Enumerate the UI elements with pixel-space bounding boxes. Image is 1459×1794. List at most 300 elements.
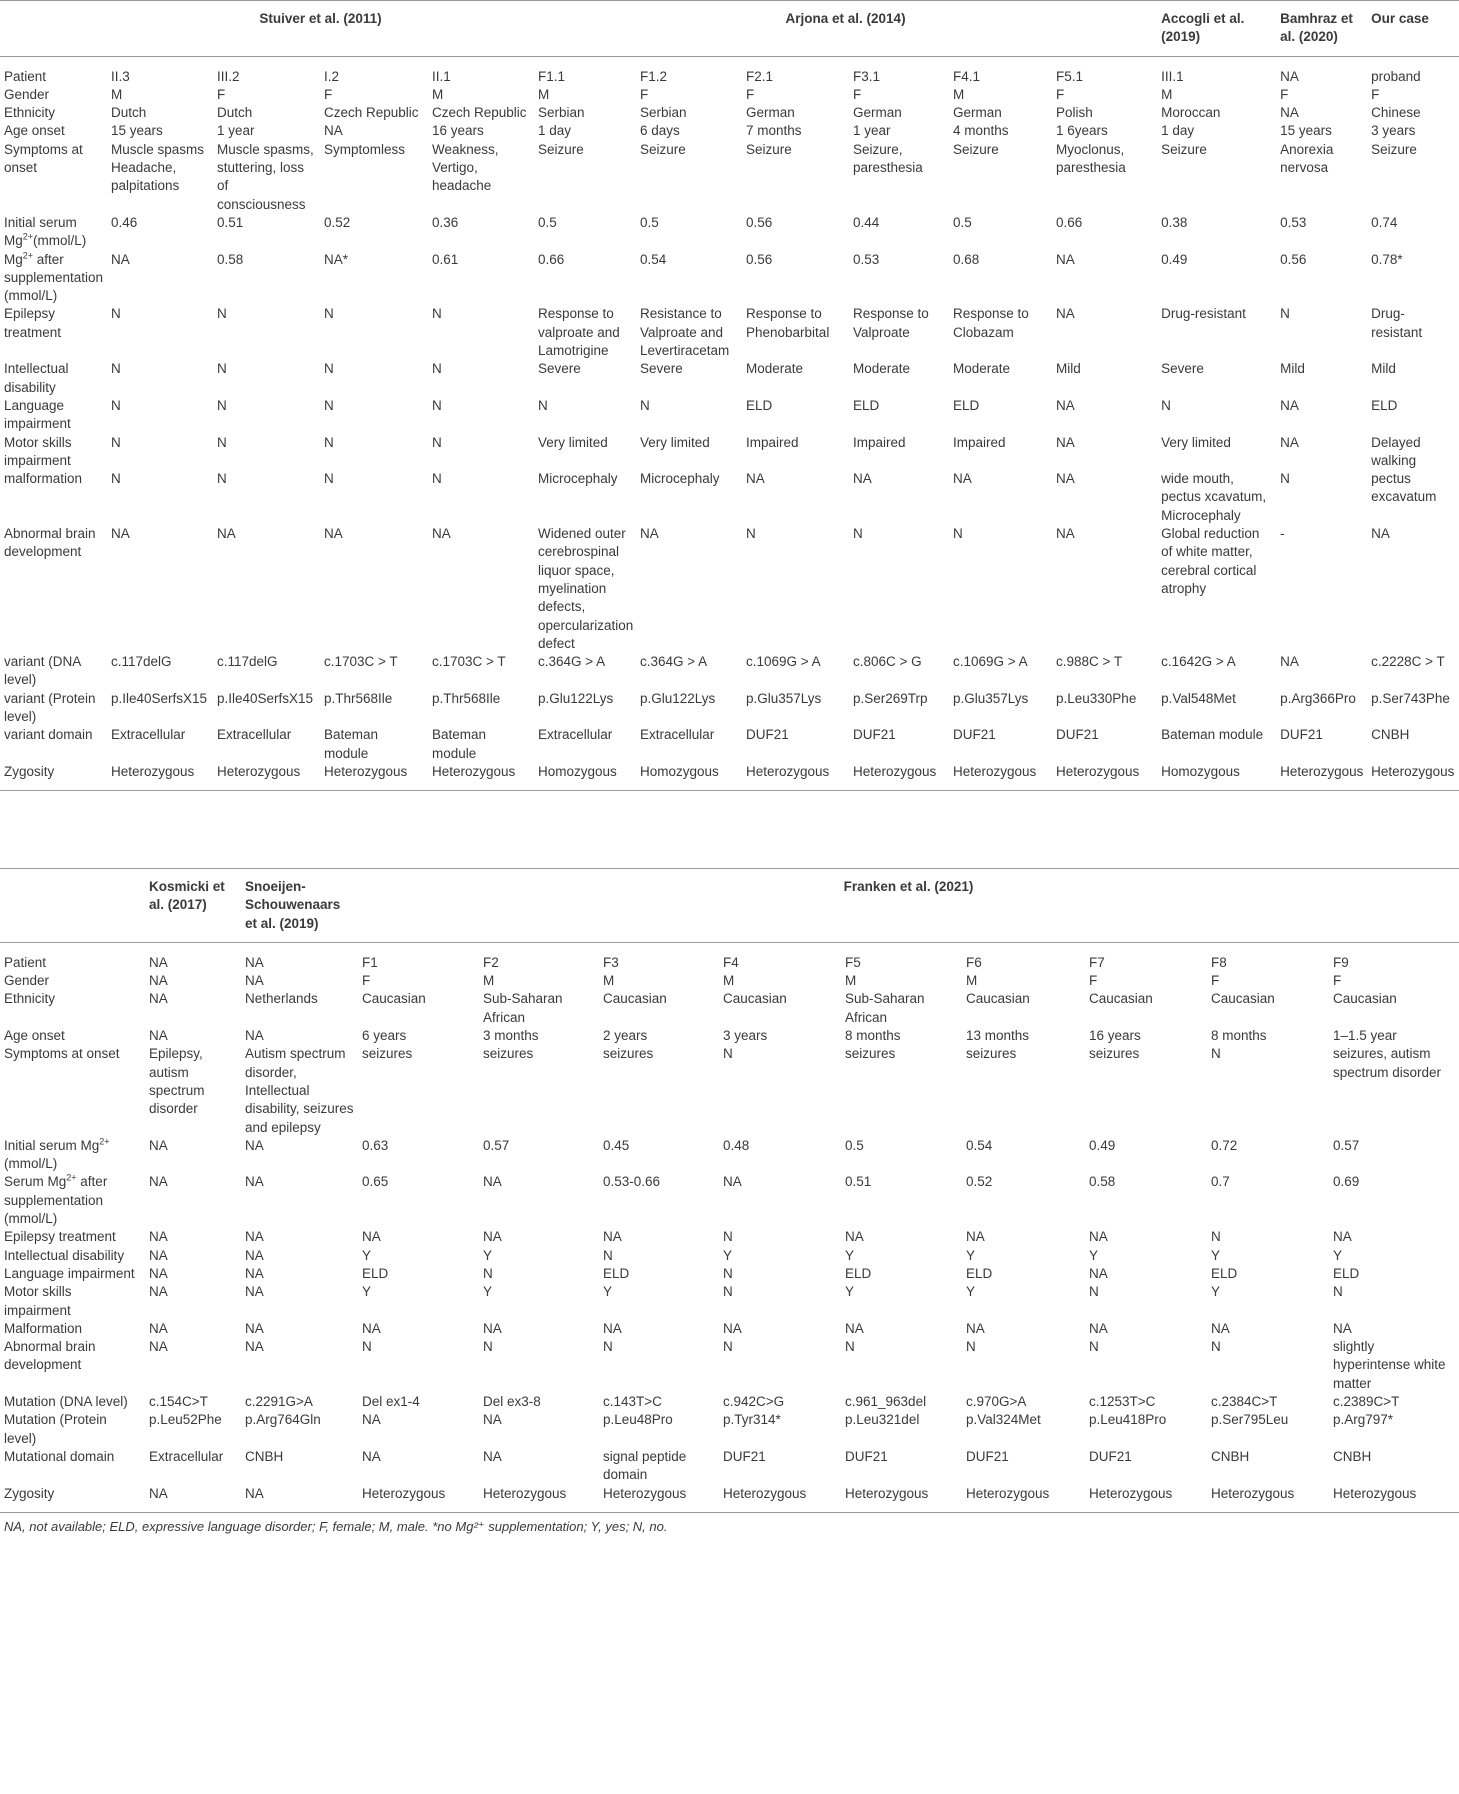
table-cell: c.364G > A [640,654,708,670]
table-cell: NA [149,1028,168,1044]
table-cell: NA [1280,397,1299,413]
table-cell: Czech Republic [324,105,419,121]
table-cell: N [1161,397,1171,413]
table-cell: seizures [362,1046,413,1062]
table-cell: NA [149,1320,168,1336]
table-cell: CNBH [1211,1448,1250,1464]
table-cell: F1.2 [640,68,668,84]
table-cell: ELD [1211,1265,1238,1281]
table-cell: Dutch [111,105,147,121]
table-cell: F4 [723,954,739,970]
table-cell: Seizure [953,141,999,157]
table-cell: 0.54 [640,251,667,267]
row-label: Age onset [4,123,65,139]
table-cell: Y [603,1284,613,1300]
table-cell: c.988C > T [1056,654,1123,670]
table-cell: NA [953,471,972,487]
table-cell: F3.1 [853,68,881,84]
table-cell: NA [149,1174,168,1190]
row-label: malformation [4,471,83,487]
table-cell: Microcephaly [538,471,618,487]
table-cell: F [1280,86,1289,102]
table-cell: Impaired [853,434,906,450]
row-label: Epilepsy treatment [4,306,62,340]
row-label: Patient [4,954,47,970]
table-cell: 0.54 [966,1137,993,1153]
table-cell: p.Arg797* [1333,1412,1394,1428]
table-cell: N [746,526,756,542]
table-cell: seizures [966,1046,1017,1062]
table-cell: Heterozygous [962,1485,1085,1513]
table-cell: NA [1371,526,1390,542]
table-cell: 0.72 [1211,1137,1238,1153]
table-cell: NA [362,1448,381,1464]
table-cell: Bateman module [1161,727,1264,743]
table-cell: signal peptide domain [603,1448,687,1483]
table-cell: Caucasian [603,991,667,1007]
table-cell: 7 months [746,123,802,139]
table-1-group-accogli-et-al-2019: Accogli et al. (2019) [1161,11,1245,45]
table-cell: Global reduction of white matter, cerebral cortical atrophy [1161,526,1260,596]
table-cell: Heterozygous [320,763,428,791]
table-cell: Heterozygous [479,1485,599,1513]
table-cell: p.Leu321del [845,1412,920,1428]
table-cell: 0.5 [953,214,972,230]
table-cell: N [217,471,227,487]
table-cell: F [1089,973,1098,989]
table-cell: NA [111,251,130,267]
table-cell: NA [1089,1320,1108,1336]
table-cell: NA [362,1320,381,1336]
row-label: Intellectual disability [4,361,69,395]
table-cell: Serbian [640,105,687,121]
table-cell: Chinese [1371,105,1421,121]
table-cell: Mild [1056,361,1081,377]
table-cell: Heterozygous [1367,763,1459,791]
table-cell: N [640,397,650,413]
table-cell: Resistance to Valproate and Levertiracetam [640,306,730,359]
table-cell: Very limited [1161,434,1231,450]
table-cell: DUF21 [1280,727,1323,743]
table-cell: Netherlands [245,991,318,1007]
table-cell: NA [483,1320,502,1336]
table-1-row-ethnicity [0,104,1459,122]
table-cell: Czech Republic [432,105,527,121]
table-cell: DUF21 [966,1448,1009,1464]
table-cell: seizures [845,1046,896,1062]
table-cell: Homozygous [1157,763,1276,791]
table-cell: ELD [1333,1265,1360,1281]
table-cell: p.Leu48Pro [603,1412,673,1428]
table-cell: N [1280,471,1290,487]
table-cell: ELD [853,397,880,413]
row-label: Language impairment [4,1265,135,1281]
table-1-row-epilepsy-treatment [0,305,1459,360]
table-cell: N [538,397,548,413]
table-cell: N [603,1339,613,1355]
table-cell: German [746,105,795,121]
table-1-row-variant-dna-level [0,653,1459,690]
table-cell: N [1089,1284,1099,1300]
table-1-row-initial-serum-mg2-mmol-l [0,214,1459,251]
table-cell: N [432,397,442,413]
table-cell: NA [149,991,168,1007]
table-cell: slightly hyperintense white matter [1333,1339,1446,1391]
table-cell: NA [245,1229,264,1245]
row-label: Symptoms at onset [4,1046,120,1062]
table-cell: N [432,361,442,377]
row-label: Mutational domain [4,1448,115,1464]
table-cell: ELD [845,1265,872,1281]
table-cell: NA [1056,251,1075,267]
table-cell: 0.51 [217,214,244,230]
table-cell: p.Ile40SerfsX15 [217,690,314,706]
table-cell: N [1211,1046,1221,1062]
table-cell: Response to valproate and Lamotrigine [538,306,620,359]
table-cell: F [1056,86,1065,102]
table-cell: Extracellular [538,727,613,743]
table-cell: p.Leu418Pro [1089,1412,1167,1428]
table-cell: Heterozygous [841,1485,962,1513]
table-cell: 0.52 [966,1174,993,1190]
table-cell: CNBH [1333,1448,1372,1464]
table-cell: N [324,361,334,377]
table-cell: 6 days [640,123,680,139]
table-cell: Response to Clobazam [953,306,1029,340]
table-1-group-arjona-et-al-2014: Arjona et al. (2014) [785,11,906,26]
table-cell: N [324,306,334,322]
table-cell: 0.48 [723,1137,750,1153]
table-cell: seizures, autism spectrum disorder [1333,1046,1442,1080]
table-cell: 16 years [432,123,484,139]
table-2 [0,868,1459,1513]
table-cell: II.1 [432,68,451,84]
table-1-row-age-onset [0,122,1459,140]
row-label: Ethnicity [4,991,56,1007]
row-label: Mutation (DNA level) [4,1394,128,1410]
table-cell: German [853,105,902,121]
table-2-row-malformation [0,1320,1459,1338]
table-cell: ELD [362,1265,389,1281]
table-2-row-symptoms-at-onset [0,1045,1459,1136]
table-cell: Extracellular [149,1448,224,1464]
table-cell: p.Arg764Gln [245,1412,321,1428]
table-cell: 0.63 [362,1137,389,1153]
table-2-row-mutation-dna-level [0,1393,1459,1411]
table-cell: 13 months [966,1028,1030,1044]
table-cell: F3 [603,954,619,970]
table-cell: 0.58 [217,251,244,267]
table-cell: NA [245,954,264,970]
table-cell: Anorexia nervosa [1280,141,1334,176]
table-cell: Y [1211,1284,1221,1300]
table-cell: Caucasian [1333,991,1397,1007]
table-cell: Heterozygous [949,763,1052,791]
table-cell: F1.1 [538,68,566,84]
row-label: Patient [4,68,47,84]
table-cell: Bateman module [324,727,379,761]
table-cell: 0.57 [483,1137,510,1153]
table-cell: 0.45 [603,1137,630,1153]
table-cell: M [966,973,978,989]
table-cell: Seizure [1161,141,1207,157]
table-1-row-patient [0,56,1459,86]
table-cell: NA [149,1284,168,1300]
table-cell: F5 [845,954,861,970]
table-1-row-language-impairment [0,397,1459,434]
table-cell: 0.52 [324,214,351,230]
table-2-row-abnormal-brain-development [0,1338,1459,1393]
table-cell: N [432,471,442,487]
table-cell: NA [245,1174,264,1190]
table-cell: DUF21 [845,1448,888,1464]
table-2-row-patient [0,942,1459,972]
table-cell: c.117delG [111,654,172,670]
table-1-row-symptoms-at-onset [0,141,1459,214]
table-cell: N [111,361,121,377]
table-1 [0,0,1459,791]
table-cell: Myoclonus, paresthesia [1056,141,1126,176]
table-cell: ELD [603,1265,630,1281]
table-cell: NA [483,1174,502,1190]
table-cell: DUF21 [1089,1448,1132,1464]
table-cell: F [853,86,862,102]
table-cell: 0.53 [1280,214,1307,230]
table-cell: M [432,86,444,102]
table-2-row-mutation-protein-level [0,1411,1459,1448]
table-cell: 6 years [362,1028,407,1044]
table-cell: Muscle spasms Headache, palpitations [111,141,205,194]
table-cell: Seizure [1371,141,1417,157]
row-label: Zygosity [0,1485,145,1513]
table-cell: NA [746,471,765,487]
table-cell: Serbian [538,105,585,121]
table-cell: Y [1333,1247,1343,1263]
table-cell: Sub-Saharan African [845,991,925,1025]
table-cell: 0.66 [1056,214,1083,230]
table-cell: N [1333,1284,1343,1300]
table-cell: c.1642G > A [1161,654,1236,670]
table-cell: c.970G>A [966,1394,1027,1410]
table-cell: 0.57 [1333,1137,1360,1153]
table-cell: M [723,973,735,989]
row-label: Ethnicity [4,105,56,121]
table-cell: NA [245,973,264,989]
table-cell: Y [1211,1247,1221,1263]
table-cell: 0.69 [1333,1174,1360,1190]
table-cell: II.3 [111,68,130,84]
table-cell: wide mouth, pectus xcavatum, Microcephaly [1161,471,1267,523]
row-label: Serum $Mg^{2+}$ after supplementation (mmol/L) [4,1172,108,1227]
table-cell: Heterozygous [719,1485,841,1513]
table-cell: NA [145,1485,241,1513]
table-cell: Mild [1371,361,1396,377]
table-cell: c.1069G > A [953,654,1028,670]
table-cell: NA [845,1229,864,1245]
table-cell: Bateman module [432,727,487,761]
table-cell: Seizure [538,141,584,157]
table-cell: Heterozygous [1207,1485,1329,1513]
table-cell: Widened outer cerebrospinal liquor space, myelination defects, opercularization defect [538,526,634,651]
table-cell: N [324,434,334,450]
table-cell: Heterozygous [599,1485,719,1513]
table-cell: Response to Valproate [853,306,929,340]
table-cell: 0.38 [1161,214,1188,230]
table-cell: NA [1089,1265,1108,1281]
table-cell: p.Leu52Phe [149,1412,222,1428]
table-cell: NA [149,1137,168,1153]
table-cell: NA [245,1265,264,1281]
table-cell: NA [966,1320,985,1336]
table-cell: Impaired [746,434,799,450]
table-cell: N [723,1229,733,1245]
table-cell: Homozygous [636,763,742,791]
table-cell: N [723,1265,733,1281]
table-cell: NA [723,1320,742,1336]
table-cell: German [953,105,1002,121]
table-cell: M [953,86,965,102]
table-cell: NA [217,526,236,542]
table-cell: 0.44 [853,214,880,230]
table-1-group-header [0,1,1459,57]
table-cell: c.1253T>C [1089,1394,1156,1410]
table-cell: I.2 [324,68,340,84]
table-cell: NA [603,1320,622,1336]
table-cell: 0.46 [111,214,138,230]
table-cell: p.Thr568Ile [324,690,393,706]
row-label: Epilepsy treatment [4,1229,116,1245]
table-cell: CNBH [245,1448,284,1464]
table-cell: 0.65 [362,1174,389,1190]
table-cell: NA [1211,1320,1230,1336]
table-cell: Mild [1280,361,1305,377]
row-label: Initial serum $Mg^{2+}(mmol/L)$ [4,1136,110,1172]
table-cell: Weakness, Vertigo, headache [432,141,499,194]
table-cell: 0.61 [432,251,459,267]
row-label: Gender [4,86,50,102]
table-cell: Moderate [746,361,804,377]
table-cell: Extracellular [640,727,715,743]
row-label: Age onset [4,1028,65,1044]
table-cell: DUF21 [746,727,789,743]
table-cell: 3 years [723,1028,768,1044]
table-cell: 0.53 [853,251,880,267]
table-cell: seizures [1089,1046,1140,1062]
table-cell: NA [483,1229,502,1245]
table-cell: c.806C > G [853,654,922,670]
table-cell: 0.53-0.66 [603,1174,661,1190]
table-cell: p.Glu357Lys [746,690,822,706]
table-cell: c.1703C > T [324,654,398,670]
table-cell: Heterozygous [1052,763,1157,791]
table-2-row-age-onset [0,1027,1459,1045]
table-cell: Caucasian [723,991,787,1007]
table-cell: Microcephaly [640,471,720,487]
table-cell: p.Val548Met [1161,690,1236,706]
table-cell: CNBH [1371,727,1410,743]
table-cell: NA [245,1320,264,1336]
table-cell: NA [723,1174,742,1190]
table-cell: N [362,1339,372,1355]
table-cell: NA [603,1229,622,1245]
table-cell: p.Ser795Leu [1211,1412,1289,1428]
table-cell: ELD [1371,397,1398,413]
table-cell: F [217,86,226,102]
table-cell: N [217,434,227,450]
table-2-row-gender [0,972,1459,990]
table-1-row-mg2-after-supplementation-mmol-l [0,251,1459,306]
table-cell: Polish [1056,105,1093,121]
table-cell: Severe [1161,361,1204,377]
row-label: Malformation [4,1320,83,1336]
table-2-row-serum-mg2-after-supplementation-mmol-l [0,1173,1459,1228]
table-cell: 1 year [217,123,255,139]
table-cell: 0.49 [1089,1137,1116,1153]
table-cell: 0.78* [1371,251,1403,267]
table-2-corner-cell [0,869,145,943]
table-cell: N [723,1339,733,1355]
table-cell: III.1 [1161,68,1184,84]
table-cell: NA [149,954,168,970]
table-cell: - [1280,526,1285,542]
row-label: $Mg^{2+}$ after supplementation (mmol/L) [4,250,104,304]
table-cell: F4.1 [953,68,981,84]
table-cell: F2 [483,954,499,970]
table-cell: Y [845,1247,855,1263]
table-cell: N [111,471,121,487]
table-cell: ELD [746,397,773,413]
table-cell: NA [483,1448,502,1464]
table-cell: 8 months [845,1028,901,1044]
table-cell: Heterozygous [107,763,213,791]
table-cell: N [432,306,442,322]
table-cell: N [603,1247,613,1263]
table-cell: NA [1280,68,1299,84]
table-cell: Y [845,1284,855,1300]
table-cell: Del ex1-4 [362,1394,420,1410]
table-cell: 15 years [1280,123,1332,139]
table-cell: Seizure [640,141,686,157]
table-cell: NA [149,973,168,989]
table-cell: Moderate [853,361,911,377]
table-cell: 1 6years [1056,123,1108,139]
table-cell: N [217,361,227,377]
table-cell: c.1069G > A [746,654,821,670]
table-cell: N [432,434,442,450]
row-label: Language impairment [4,397,71,432]
table-cell: NA [1056,306,1075,322]
table-cell: Heterozygous [213,763,320,791]
table-cell: N [1089,1339,1099,1355]
table-cell: 0.56 [746,214,773,230]
table-cell: NA [149,1265,168,1281]
table-cell: seizures [603,1046,654,1062]
table-cell: Caucasian [966,991,1030,1007]
table-2-group-kosmicki-et-al-2017: Kosmicki et al. (2017) [149,879,225,913]
table-2-row-language-impairment [0,1265,1459,1283]
table-1-group-our-case: Our case [1371,11,1429,26]
table-cell: c.942C>G [723,1394,785,1410]
table-cell: p.Ser269Trp [853,690,928,706]
table-cell: 0.7 [1211,1174,1230,1190]
table-cell: Seizure, paresthesia [853,141,923,176]
table-cell: NA [149,1247,168,1263]
table-cell: Caucasian [1211,991,1275,1007]
table-cell: M [845,973,857,989]
row-label: Motor skills impairment [4,1284,72,1318]
row-label: variant (DNA level) [4,654,81,688]
table-cell: 1 day [1161,123,1195,139]
